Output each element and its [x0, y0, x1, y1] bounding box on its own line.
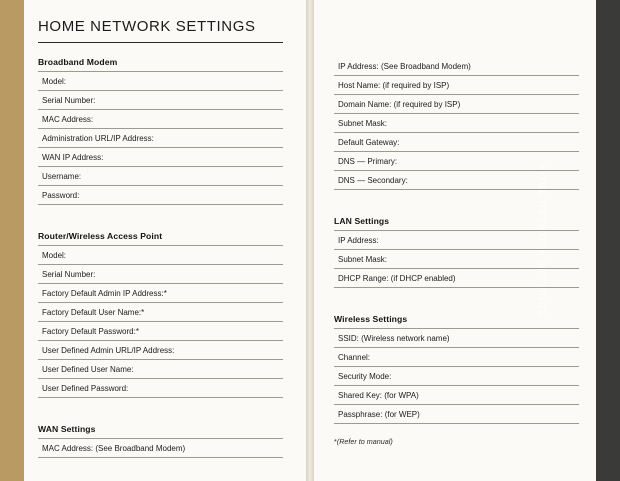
field-label[interactable]: Model:: [38, 72, 283, 91]
field-label[interactable]: Default Gateway:: [334, 133, 579, 152]
spacer: [334, 202, 579, 216]
field-label[interactable]: MAC Address: (See Broadband Modem): [38, 439, 283, 458]
field-label[interactable]: Model:: [38, 246, 283, 265]
section-heading: Broadband Modem: [38, 57, 283, 72]
section-heading: LAN Settings: [334, 216, 579, 231]
footnote-text: (Refer to manual): [336, 437, 393, 446]
field-label[interactable]: User Defined Password:: [38, 379, 283, 398]
section-heading: Router/Wireless Access Point: [38, 231, 283, 246]
footnote-marker: *: [334, 437, 337, 446]
field-label[interactable]: Username:: [38, 167, 283, 186]
field-label[interactable]: Domain Name: (if required by ISP): [334, 95, 579, 114]
field-label[interactable]: DHCP Range: (if DHCP enabled): [334, 269, 579, 288]
field-label[interactable]: Factory Default Admin IP Address:*: [38, 284, 283, 303]
field-label[interactable]: DNS — Secondary:: [334, 171, 579, 190]
page-title: HOME NETWORK SETTINGS: [38, 18, 283, 43]
left-column: [38, 57, 283, 470]
field-label[interactable]: Channel:: [334, 348, 579, 367]
field-label[interactable]: User Defined Admin URL/IP Address:: [38, 341, 283, 360]
section-wan-settings-continued: [334, 57, 579, 190]
field-label[interactable]: Administration URL/IP Address:: [38, 129, 283, 148]
field-label[interactable]: IP Address: (See Broadband Modem): [334, 57, 579, 76]
field-label[interactable]: Subnet Mask:: [334, 250, 579, 269]
field-label[interactable]: Passphrase: (for WEP): [334, 405, 579, 424]
field-label[interactable]: Shared Key: (for WPA): [334, 386, 579, 405]
section-heading: Wireless Settings: [334, 314, 579, 329]
field-label[interactable]: Serial Number:: [38, 265, 283, 284]
section-lan-settings: [334, 216, 579, 288]
field-label[interactable]: IP Address:: [334, 231, 579, 250]
field-label[interactable]: Subnet Mask:: [334, 114, 579, 133]
field-label[interactable]: Host Name: (if required by ISP): [334, 76, 579, 95]
field-label[interactable]: WAN IP Address:: [38, 148, 283, 167]
field-label[interactable]: Security Mode:: [334, 367, 579, 386]
field-label[interactable]: MAC Address:: [38, 110, 283, 129]
section-wireless-settings: [334, 314, 579, 424]
field-label[interactable]: User Defined User Name:: [38, 360, 283, 379]
section-heading: WAN Settings: [38, 424, 283, 439]
section-tab-label: HOME NETWORK SETTINGS: [536, 164, 547, 317]
field-label[interactable]: Factory Default User Name:*: [38, 303, 283, 322]
spacer: [334, 300, 579, 314]
spacer: [38, 217, 283, 231]
cover-left-edge: [0, 0, 24, 481]
field-label[interactable]: Factory Default Password:*: [38, 322, 283, 341]
footnote: [334, 437, 579, 446]
spacer: [38, 410, 283, 424]
section-broadband-modem: [38, 57, 283, 205]
section-tab-strip[interactable]: [536, 0, 620, 481]
section-wan-settings: [38, 424, 283, 458]
book-spine: [306, 0, 314, 481]
section-router-wireless-access-point: [38, 231, 283, 398]
right-column: [334, 57, 579, 446]
field-label[interactable]: DNS — Primary:: [334, 152, 579, 171]
field-label[interactable]: SSID: (Wireless network name): [334, 329, 579, 348]
field-label[interactable]: Password:: [38, 186, 283, 205]
field-label[interactable]: Serial Number:: [38, 91, 283, 110]
